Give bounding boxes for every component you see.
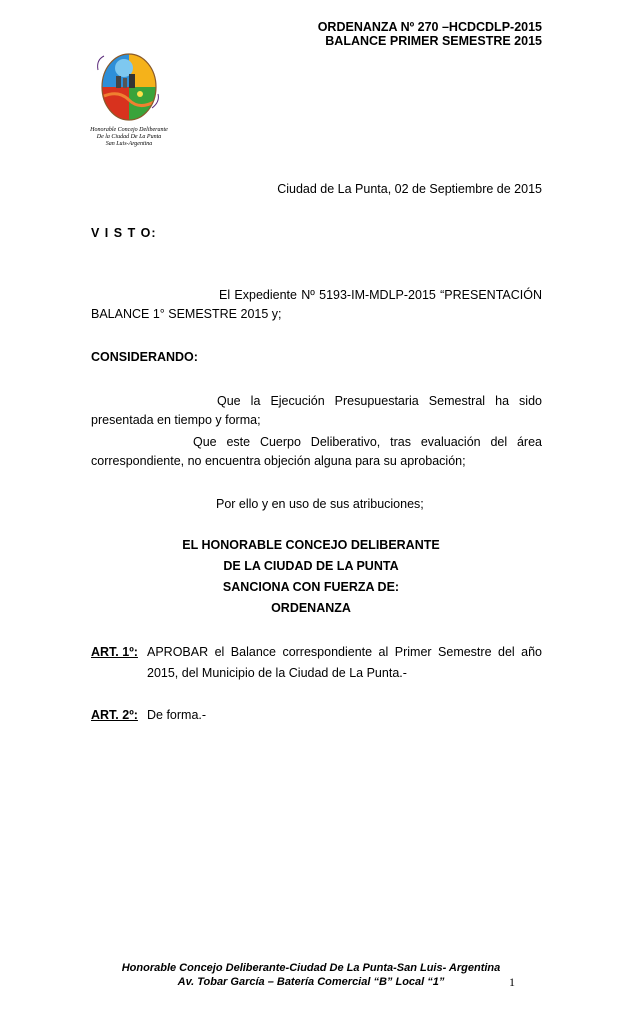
- considerando-text-line: Que la Ejecución Presupuestaria Semestral ha sido: [217, 394, 542, 408]
- visto-text-line: BALANCE 1° SEMESTRE 2015 y;: [91, 307, 282, 321]
- visto-heading: V I S T O:: [91, 226, 157, 240]
- article-2-label: ART. 2º:: [91, 708, 138, 722]
- footer-address: Av. Tobar García – Batería Comercial “B” Local “1”: [177, 976, 445, 988]
- considerando-heading: CONSIDERANDO:: [91, 350, 198, 364]
- considerando-text-line: presentada en tiempo y forma;: [91, 413, 261, 427]
- ordinance-title: ORDENANZA: [271, 601, 351, 615]
- considerando-text-line: correspondiente, no encuentra objeción alguna para su aprobación;: [91, 454, 466, 468]
- document-header: [318, 20, 542, 48]
- article-2-text-line: De forma.-: [147, 708, 207, 722]
- considerando-text-line: Que este Cuerpo Deliberativo, tras evaluación del área: [193, 435, 542, 449]
- article-1-label: ART. 1º:: [91, 645, 138, 659]
- article-1-text-line: 2015, del Municipio de la Ciudad de La Punta.-: [147, 666, 407, 680]
- date-line: Ciudad de La Punta, 02 de Septiembre de 2015: [277, 182, 542, 196]
- page-number: 1: [509, 975, 515, 989]
- logo-caption-line: San Luis-Argentina: [105, 141, 153, 147]
- considerando-closing: Por ello y en uso de sus atribuciones;: [216, 497, 424, 511]
- council-title-line: DE LA CIUDAD DE LA PUNTA: [223, 559, 399, 573]
- logo-caption-line: Honorable Concejo Deliberante: [90, 127, 168, 133]
- council-logo: [94, 50, 164, 122]
- article-1-text-line: APROBAR el Balance correspondiente al Primer Semestre del año: [147, 645, 542, 659]
- footer-institution: Honorable Concejo Deliberante-Ciudad De La Punta-San Luis- Argentina: [121, 962, 501, 974]
- header-ordinance-number: ORDENANZA Nº 270 –HCDCDLP-2015: [317, 20, 542, 34]
- council-title-line: EL HONORABLE CONCEJO DELIBERANTE: [182, 538, 440, 552]
- header-subject: BALANCE PRIMER SEMESTRE 2015: [325, 34, 542, 48]
- council-title-line: SANCIONA CON FUERZA DE:: [222, 580, 400, 594]
- logo-caption: [80, 127, 178, 148]
- visto-text-line: El Expediente Nº 5193-IM-MDLP-2015 “PRESENTACIÓN: [219, 288, 542, 302]
- council-emblem-icon: [94, 50, 164, 122]
- logo-caption-line: De la Ciudad De La Punta: [96, 134, 162, 140]
